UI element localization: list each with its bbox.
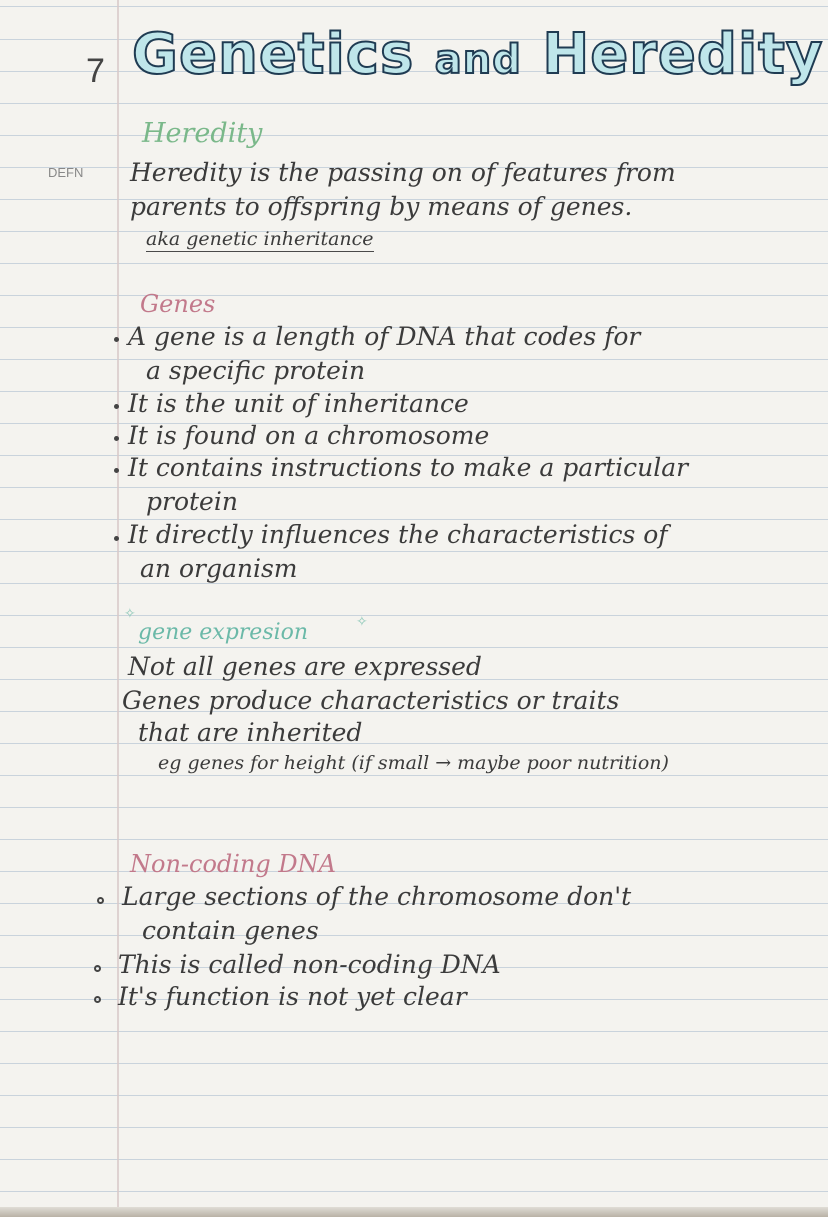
heredity-line-3: aka genetic inheritance [146, 228, 374, 250]
heredity-line-1: Heredity is the passing on of features from [130, 158, 676, 187]
non-coding-bullet-2: This is called non-coding DNA [118, 950, 501, 979]
title-part-and: and [434, 37, 522, 83]
heredity-line-2: parents to offspring by means of genes. [130, 192, 633, 221]
non-coding-bullet-1-line-1: Large sections of the chromosome don't [122, 882, 632, 911]
gene-expression-heading: gene expresion [138, 620, 309, 645]
non-coding-bullet-3: It's function is not yet clear [118, 982, 467, 1011]
genes-bullet-4-line-1: It contains instructions to make a particular [128, 453, 689, 482]
title-part-heredity: Heredity [542, 22, 824, 87]
bullet-dot [114, 404, 119, 409]
heredity-heading: Heredity [142, 118, 263, 149]
sparkle-icon: ✧ [124, 606, 136, 622]
genes-bullet-5-line-2: an organism [140, 554, 298, 583]
page-number: 7 [86, 52, 105, 90]
defn-label: DEFN [48, 165, 84, 180]
non-coding-heading: Non-coding DNA [130, 850, 336, 878]
bullet-dot [114, 436, 119, 441]
gene-expression-line-2: Genes produce characteristics or traits [122, 686, 620, 715]
genes-bullet-3: It is found on a chromosome [128, 421, 490, 450]
bullet-ring [97, 897, 104, 904]
bullet-dot [114, 337, 119, 342]
genes-bullet-4-line-2: protein [146, 487, 238, 516]
genes-heading: Genes [140, 290, 216, 318]
genes-bullet-5-line-1: It directly influences the characteristics of [128, 520, 668, 549]
gene-expression-line-3: that are inherited [138, 718, 363, 747]
title-part-genetics: Genetics [132, 22, 415, 87]
page-bottom-edge [0, 1207, 828, 1217]
bullet-ring [94, 996, 101, 1003]
page-title [132, 22, 823, 87]
margin-line [117, 0, 119, 1217]
genes-bullet-1-line-2: a specific protein [146, 356, 366, 385]
non-coding-bullet-1-line-2: contain genes [142, 916, 319, 945]
genes-bullet-2: It is the unit of inheritance [128, 389, 469, 418]
bullet-dot [114, 468, 119, 473]
gene-expression-example: eg genes for height (if small → maybe poor nutrition) [158, 752, 669, 774]
bullet-dot [114, 536, 119, 541]
gene-expression-line-1: Not all genes are expressed [128, 652, 482, 681]
genes-bullet-1-line-1: A gene is a length of DNA that codes for [128, 322, 641, 351]
sparkle-icon: ✧ [356, 614, 368, 630]
bullet-ring [94, 965, 101, 972]
